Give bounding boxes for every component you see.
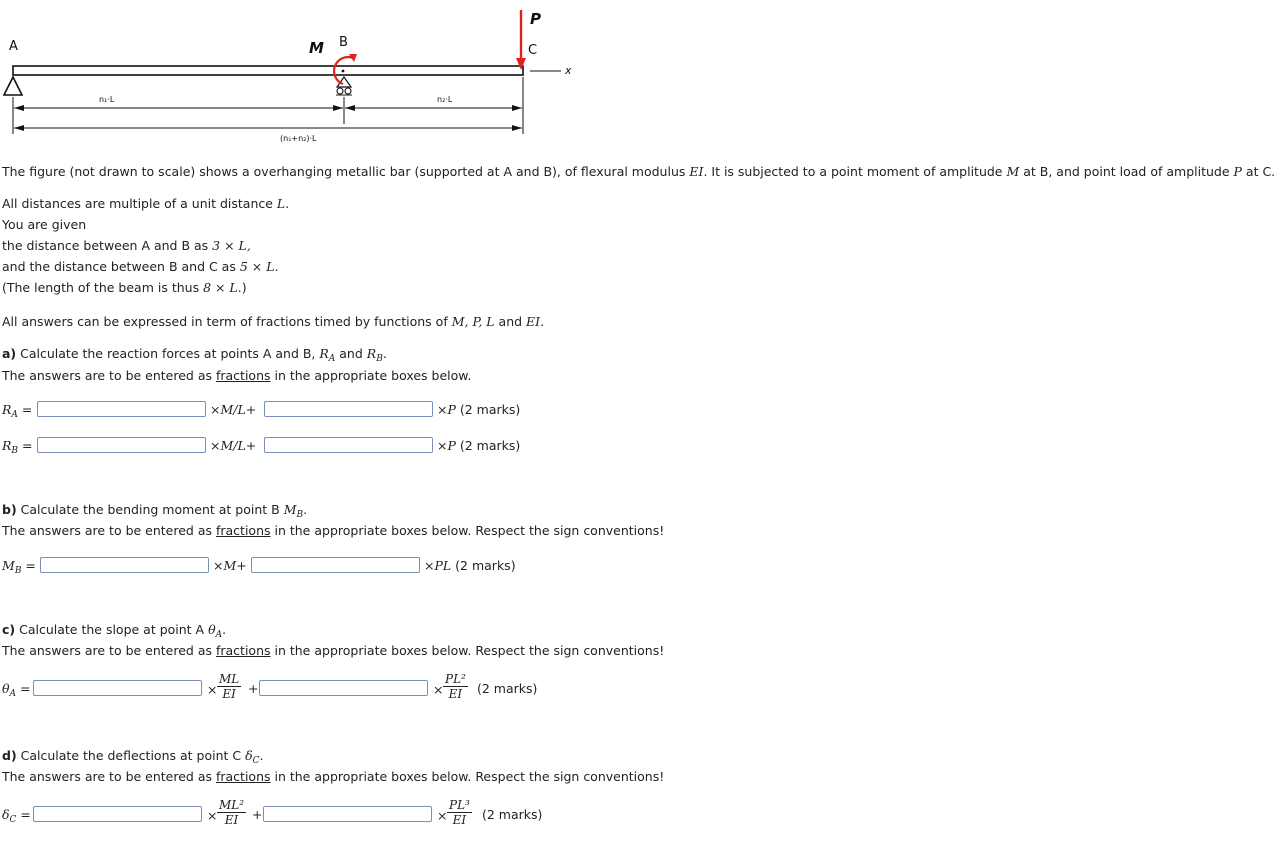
- theta-a-label: $\theta_A$ =: [2, 681, 31, 699]
- fractions-link[interactable]: fractions: [215, 643, 271, 658]
- dimension-n1: [13, 77, 523, 134]
- rb-times-ml: ×M/L+: [210, 438, 257, 453]
- point-load-c: [516, 10, 526, 70]
- delta-c-ml2-input[interactable]: [33, 806, 202, 822]
- problem-statement: The figure (not drawn to scale) shows a overhanging metallic bar (supported at A and B), of flexural modulus EI. It is subjected to a point moment of amplitude M at B, and point load of amplitude P at C.: [2, 164, 1275, 179]
- fractions-link[interactable]: fractions: [215, 368, 271, 383]
- ra-times-ml: ×M/L+: [210, 402, 257, 417]
- label-p: P: [530, 10, 541, 28]
- delta-c-label: $\delta_C$ =: [2, 807, 31, 825]
- given-text: You are given: [2, 217, 87, 232]
- fractions-link[interactable]: fractions: [215, 523, 271, 538]
- fraction-ml-over-ei: $\frac{ML}{EI}$: [219, 672, 240, 701]
- question-b-title: b) Calculate the bending moment at point B $M_B$.: [2, 502, 308, 520]
- question-d-title: d) Calculate the deflections at point C $\delta_C$.: [2, 748, 264, 766]
- delta-marks: (2 marks): [482, 807, 543, 822]
- beam-figure: [0, 0, 600, 150]
- dim-n1-label: n₁·L: [99, 95, 115, 104]
- ra-p-input[interactable]: [264, 401, 433, 417]
- theta-a-ml-input[interactable]: [33, 680, 202, 696]
- dim-total-label: (n₁+n₂)·L: [280, 134, 317, 143]
- theta-times-2: ×: [433, 682, 444, 697]
- distance-ab-text: the distance between A and B as 3 × L,: [2, 238, 251, 253]
- question-c-instructions: The answers are to be entered as fractions in the appropriate boxes below. Respect the sign conventions!: [2, 643, 665, 658]
- rb-m-input[interactable]: [37, 437, 206, 453]
- delta-plus: +: [252, 807, 263, 822]
- label-a: A: [9, 39, 18, 54]
- ra-times-p: ×P (2 marks): [437, 402, 521, 417]
- question-b-instructions: The answers are to be entered as fractions in the appropriate boxes below. Respect the sign conventions!: [2, 523, 665, 538]
- distance-bc-text: and the distance between B and C as 5 × L.: [2, 259, 279, 274]
- rb-times-p: ×P (2 marks): [437, 438, 521, 453]
- mb-label: $M_B$ =: [2, 558, 36, 576]
- mb-times-m: ×M+: [213, 558, 247, 573]
- delta-c-pl3-input[interactable]: [263, 806, 432, 822]
- label-m: M: [309, 39, 324, 57]
- theta-a-pl2-input[interactable]: [259, 680, 428, 696]
- mb-pl-input[interactable]: [251, 557, 420, 573]
- rb-p-input[interactable]: [264, 437, 433, 453]
- question-c-title: c) Calculate the slope at point A $\theta_A$.: [2, 622, 227, 640]
- answer-form-text: All answers can be expressed in term of fractions timed by functions of M, P, L and EI.: [2, 314, 545, 329]
- label-x: x: [565, 64, 572, 77]
- delta-times-1: ×: [207, 808, 218, 823]
- fractions-link[interactable]: fractions: [215, 769, 271, 784]
- question-a-title: a) Calculate the reaction forces at points A and B, $R_A$ and $R_B$.: [2, 346, 387, 364]
- unit-distance-text: All distances are multiple of a unit distance L.: [2, 196, 290, 211]
- question-a-instructions: The answers are to be entered as fractions in the appropriate boxes below.: [2, 368, 472, 383]
- label-b: B: [339, 35, 348, 50]
- dim-n2-label: n₂·L: [437, 95, 453, 104]
- theta-marks: (2 marks): [477, 681, 538, 696]
- rb-label: $R_B$ =: [2, 438, 33, 456]
- mb-m-input[interactable]: [40, 557, 209, 573]
- fraction-ml2-over-ei: $\frac{\text{ML²}}{EI}$: [219, 798, 245, 827]
- pin-support-a: [4, 77, 22, 95]
- ra-label: $R_A$ =: [2, 402, 33, 420]
- theta-plus: +: [248, 681, 259, 696]
- label-c: C: [528, 43, 538, 58]
- fraction-pl2-over-ei: $\frac{\text{PL²}}{EI}$: [445, 672, 466, 701]
- ra-m-input[interactable]: [37, 401, 206, 417]
- delta-times-2: ×: [437, 808, 448, 823]
- mb-times-pl: ×PL (2 marks): [424, 558, 516, 573]
- beam: [13, 66, 523, 75]
- theta-times-1: ×: [207, 682, 218, 697]
- fraction-pl3-over-ei: $\frac{\text{PL³}}{EI}$: [449, 798, 470, 827]
- beam-length-text: (The length of the beam is thus 8 × L.): [2, 280, 247, 295]
- question-d-instructions: The answers are to be entered as fractions in the appropriate boxes below. Respect the sign conventions!: [2, 769, 665, 784]
